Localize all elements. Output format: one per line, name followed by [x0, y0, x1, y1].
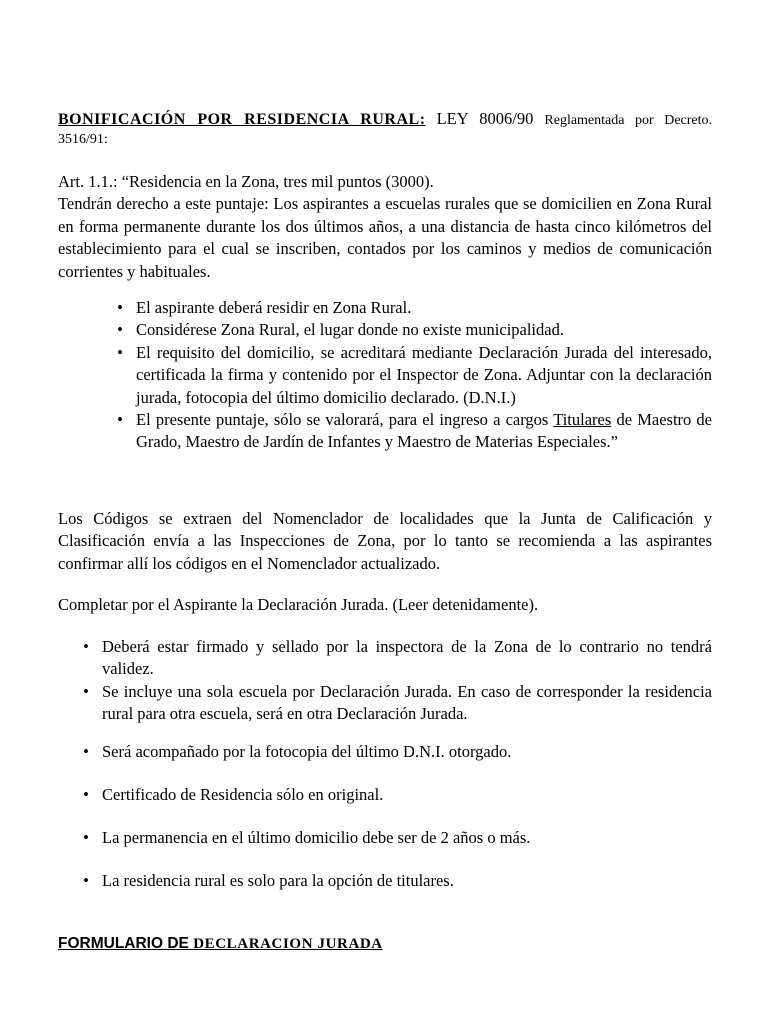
complete-paragraph: Completar por el Aspirante la Declaración Jurada. (Leer detenidamente).	[58, 595, 539, 614]
list-item: • Se incluye una sola escuela por Declaración Jurada. En caso de corresponder la residencia rural para otra escuela, será en otra Declaración Jurada.	[58, 681, 712, 726]
list-item: • Deberá estar firmado y sellado por la inspectora de la Zona de lo contrario no tendrá validez.	[58, 636, 712, 681]
codes-paragraph: Los Códigos se extraen del Nomenclador de localidades que la Junta de Calificación y Clasificación envía a las Inspecciones de Zona, por lo tanto se recomienda a las aspirantes confirmar allí los códigos en el Nomenclador actualizado.	[58, 509, 712, 573]
document-heading	[58, 108, 712, 132]
form-heading	[58, 933, 383, 955]
list-item: • El requisito del domicilio, se acreditará mediante Declaración Jurada del interesado, certificada la firma y contenido por el Inspector de Zona. Adjuntar con la declaración jurada, fotocopia del último domicilio declarado. (D.N.I.)	[58, 342, 712, 409]
underlined-titulares: Titulares	[553, 410, 612, 430]
form-heading-part1: FORMULARIO DE	[58, 935, 194, 952]
instruction-item-titulares	[58, 870, 712, 892]
instructions-list	[58, 636, 712, 726]
form-heading-part2: DECLARACION JURADA	[193, 936, 383, 952]
instruction-item-certificate	[58, 784, 712, 806]
decree-number: 3516/91:	[58, 132, 108, 147]
article-body: Tendrán derecho a este puntaje: Los aspirantes a escuelas rurales que se domicilien en Zona Rural en forma permanente durante los dos últimos años, a una distancia de hasta cinco kilómetros del establecimiento para el cual se inscriben, contados por los caminos y medios de comunicación corrientes y habituales.	[58, 194, 712, 281]
list-item: • La residencia rural es solo para la opción de titulares.	[58, 870, 712, 892]
regulation-text: Reglamentada por Decreto.	[544, 113, 713, 128]
bullet-icon: •	[117, 342, 123, 362]
bullet-icon: •	[83, 785, 89, 804]
bullet-icon: •	[117, 410, 123, 430]
article-block	[58, 171, 712, 283]
list-item: • La permanencia en el último domicilio debe ser de 2 años o más.	[58, 827, 712, 849]
bullet-icon: •	[83, 637, 89, 656]
instruction-item-permanence	[58, 827, 712, 849]
article-title: Art. 1.1.: “Residencia en la Zona, tres mil puntos (3000).	[58, 172, 434, 191]
bullet-icon: •	[117, 320, 123, 340]
law-reference: LEY 8006/90	[436, 109, 534, 128]
list-item: • Será acompañado por la fotocopia del último D.N.I. otorgado.	[58, 741, 712, 763]
list-item: • Considérese Zona Rural, el lugar donde no existe municipalidad.	[58, 319, 712, 341]
list-item: • El presente puntaje, sólo se valorará, para el ingreso a cargos Titulares de Maestro de Grado, Maestro de Jardín de Infantes y Maestro de Materias Especiales.”	[58, 409, 712, 454]
bullet-icon: •	[117, 298, 123, 317]
heading-title: BONIFICACIÓN POR RESIDENCIA RURAL:	[58, 111, 426, 128]
requirements-list	[58, 297, 712, 454]
bullet-icon: •	[83, 681, 89, 701]
instruction-item-dni	[58, 741, 712, 763]
bullet-icon: •	[83, 871, 89, 890]
bullet-icon: •	[83, 742, 89, 761]
list-item: • El aspirante deberá residir en Zona Rural.	[58, 297, 712, 319]
bullet-icon: •	[83, 828, 89, 847]
list-item: • Certificado de Residencia sólo en original.	[58, 784, 712, 806]
